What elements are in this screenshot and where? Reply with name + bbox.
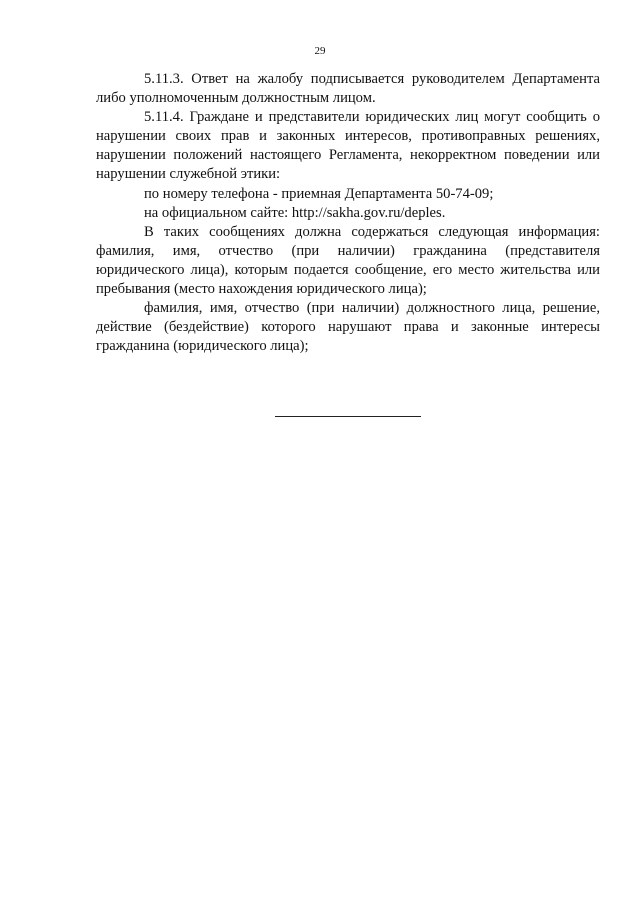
end-of-text-rule: [275, 416, 421, 417]
contact-phone-line: по номеру телефона - приемная Департамента 50-74-09;: [144, 185, 494, 202]
paragraph-5-11-3: 5.11.3. Ответ на жалобу подписывается руководителем Департамента либо уполномоченным должностным лицом.: [96, 71, 600, 107]
paragraph-required-info: В таких сообщениях должна содержаться следующая информация: фамилия, имя, отчество (при наличии) гражданина (представителя юридического лица), которым подается сообщение, его место жительства или пребывания (место нахождения юридического лица);: [96, 223, 600, 298]
paragraph-official-info: фамилия, имя, отчество (при наличии) должностного лица, решение, действие (бездействие) которого нарушают права и законные интересы гражданина (юридического лица);: [96, 300, 600, 355]
page-number: 29: [314, 45, 326, 57]
paragraph-5-11-4: 5.11.4. Граждане и представители юридических лиц могут сообщить о нарушении своих прав и законных интересов, противоправных решениях, нарушении положений настоящего Регламента, некорректном поведении или нарушении служебной этики:: [96, 109, 600, 183]
contact-website-line: на официальном сайте: http://sakha.gov.ru/deples.: [144, 204, 446, 221]
document-body: [96, 70, 600, 356]
